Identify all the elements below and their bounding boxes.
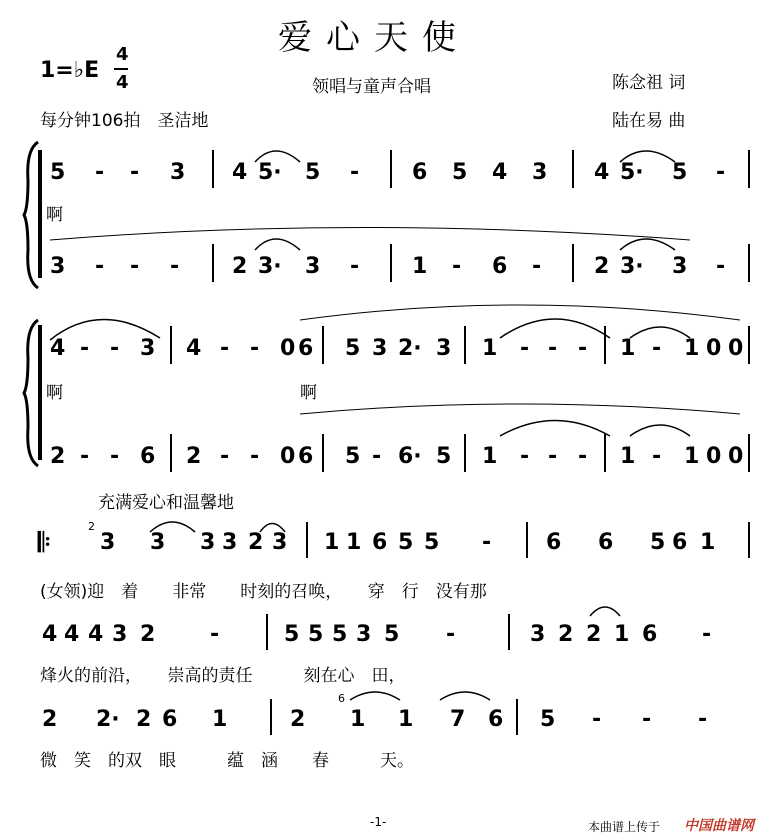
line5-lyric: 微 笑 的双 眼 蕴 涵 春 天。 bbox=[40, 751, 414, 771]
line5-note: 2 bbox=[290, 707, 306, 732]
system1-lower-note: - bbox=[452, 254, 462, 279]
system2-upper-note: - bbox=[80, 336, 90, 361]
system1-lower-note: 3· bbox=[258, 254, 282, 279]
system1-upper-note: 3 bbox=[532, 160, 548, 185]
line3-note: 6 bbox=[598, 530, 614, 555]
score-title: 爱心天使 bbox=[278, 18, 470, 58]
line5-note: 2 bbox=[42, 707, 58, 732]
line4-note: 2 bbox=[140, 622, 156, 647]
line5-note: 1 bbox=[398, 707, 414, 732]
system2-upper-note: - bbox=[110, 336, 120, 361]
line5-grace-note: 6 bbox=[338, 692, 345, 705]
system1-upper-note: 4 bbox=[594, 160, 610, 185]
system2-upper-note: - bbox=[548, 336, 558, 361]
time-signature-top: 4 bbox=[116, 44, 129, 65]
expression-marking: 充满爱心和温馨地 bbox=[98, 493, 234, 513]
system1-lower-note: - bbox=[532, 254, 542, 279]
line3-note: 3 bbox=[272, 530, 288, 555]
system2-lower-note: - bbox=[578, 444, 588, 469]
line4-note: 3 bbox=[356, 622, 372, 647]
system1-lower-note: - bbox=[130, 254, 140, 279]
system1-upper-note: 5 bbox=[305, 160, 321, 185]
system2-upper-note: 0 bbox=[280, 336, 296, 361]
system2-upper-note: - bbox=[578, 336, 588, 361]
system1-upper-note: 4 bbox=[232, 160, 248, 185]
system1-upper-note: - bbox=[716, 160, 726, 185]
system1-lower-note: 1 bbox=[412, 254, 428, 279]
system2-lower-note: - bbox=[548, 444, 558, 469]
system2-upper-note: 2· bbox=[398, 336, 422, 361]
system2-lower-note: - bbox=[110, 444, 120, 469]
line3-note: 6 bbox=[372, 530, 388, 555]
line3-note: 2 bbox=[248, 530, 264, 555]
system2-upper-note: 3 bbox=[372, 336, 388, 361]
line5-note: 7 bbox=[450, 707, 466, 732]
line5-note: - bbox=[592, 707, 602, 732]
site-logo: 中国曲谱网 bbox=[684, 818, 754, 834]
line3-note: 5 bbox=[398, 530, 414, 555]
line4-note: - bbox=[210, 622, 220, 647]
line3-note: 3 bbox=[200, 530, 216, 555]
composer-credit: 陆在易 曲 bbox=[612, 111, 686, 131]
line4-note: 4 bbox=[88, 622, 104, 647]
line5-note: 6 bbox=[162, 707, 178, 732]
line3-note: 1 bbox=[700, 530, 716, 555]
line4-note: 2 bbox=[586, 622, 602, 647]
system2-upper-note: - bbox=[520, 336, 530, 361]
system1-upper-note: 5· bbox=[258, 160, 282, 185]
system2-lower-note: 6 bbox=[298, 444, 314, 469]
system1-upper-note: 4 bbox=[492, 160, 508, 185]
system1-upper-note: - bbox=[350, 160, 360, 185]
system2-lower-note: 6 bbox=[140, 444, 156, 469]
system1-lower-note: 2 bbox=[232, 254, 248, 279]
system1-lower-note: 3 bbox=[50, 254, 66, 279]
line4-lyric: 烽火的前沿， 崇高的责任 刻在心 田， bbox=[40, 666, 406, 686]
system2-lower-note: - bbox=[80, 444, 90, 469]
system1-upper-note: 6 bbox=[412, 160, 428, 185]
system1-lower-note: 3· bbox=[620, 254, 644, 279]
system1-lower-note: - bbox=[95, 254, 105, 279]
line3-note: 3 bbox=[150, 530, 166, 555]
system1-lower-note: 2 bbox=[594, 254, 610, 279]
key-signature: 1=♭E bbox=[40, 58, 100, 83]
lyricist-credit: 陈念祖 词 bbox=[612, 73, 686, 93]
system1-upper-note: - bbox=[95, 160, 105, 185]
line4-note: 4 bbox=[64, 622, 80, 647]
system2-lower-note: 0 bbox=[728, 444, 744, 469]
system1-lower-note: - bbox=[716, 254, 726, 279]
line5-note: 1 bbox=[212, 707, 228, 732]
system2-lower-note: 2 bbox=[50, 444, 66, 469]
system2-upper-note: 1 bbox=[620, 336, 636, 361]
system2-lower-note: 1 bbox=[684, 444, 700, 469]
line4-note: 3 bbox=[112, 622, 128, 647]
line5-note: 2 bbox=[136, 707, 152, 732]
line5-note: - bbox=[642, 707, 652, 732]
line3-lyric: (女领)迎 着 非常 时刻的召唤， 穿 行 没有那 bbox=[40, 582, 487, 602]
system2-lower-note: - bbox=[220, 444, 230, 469]
system2-lower-note: 0 bbox=[706, 444, 722, 469]
line4-note: 3 bbox=[530, 622, 546, 647]
line3-grace-note: 2 bbox=[88, 520, 95, 533]
line4-note: 2 bbox=[558, 622, 574, 647]
system2-lower-note: 1 bbox=[482, 444, 498, 469]
system1-lower-note: 6 bbox=[492, 254, 508, 279]
line3-note: - bbox=[482, 530, 492, 555]
system2-lower-note: - bbox=[372, 444, 382, 469]
system2-upper-note: - bbox=[652, 336, 662, 361]
system2-lower-note: - bbox=[652, 444, 662, 469]
system2-upper-note: 4 bbox=[50, 336, 66, 361]
system2-lower-note: 5 bbox=[436, 444, 452, 469]
system2-lower-note: 1 bbox=[620, 444, 636, 469]
repeat-sign: 𝄆 bbox=[38, 528, 51, 558]
system2-upper-note: 1 bbox=[482, 336, 498, 361]
line4-note: 1 bbox=[614, 622, 630, 647]
tempo-marking: 每分钟106拍 圣洁地 bbox=[40, 111, 209, 131]
system2-upper-note: 6 bbox=[298, 336, 314, 361]
system1-upper-note: - bbox=[130, 160, 140, 185]
system2-lower-note: 0 bbox=[280, 444, 296, 469]
line3-note: 1 bbox=[346, 530, 362, 555]
line5-note: - bbox=[698, 707, 708, 732]
system1-upper-lyric: 啊 bbox=[46, 205, 63, 225]
system2-upper-note: 4 bbox=[186, 336, 202, 361]
system1-lower-note: 3 bbox=[672, 254, 688, 279]
line4-note: - bbox=[702, 622, 712, 647]
line3-note: 5 bbox=[650, 530, 666, 555]
line5-note: 2· bbox=[96, 707, 120, 732]
line4-note: 5 bbox=[308, 622, 324, 647]
system1-lower-note: - bbox=[170, 254, 180, 279]
system2-upper-note: 0 bbox=[728, 336, 744, 361]
system2-upper-note: 0 bbox=[706, 336, 722, 361]
system2-upper-note: - bbox=[250, 336, 260, 361]
line4-note: 5 bbox=[332, 622, 348, 647]
line4-note: 6 bbox=[642, 622, 658, 647]
time-signature-bottom: 4 bbox=[116, 72, 129, 93]
line5-note: 5 bbox=[540, 707, 556, 732]
line3-note: 3 bbox=[100, 530, 116, 555]
upload-note: 本曲谱上传于 bbox=[588, 820, 661, 834]
system2-upper-note: 3 bbox=[140, 336, 156, 361]
system2-upper-lyric-1: 啊 bbox=[46, 383, 63, 403]
system1-upper-note: 5· bbox=[620, 160, 644, 185]
line3-note: 5 bbox=[424, 530, 440, 555]
line4-note: 5 bbox=[284, 622, 300, 647]
system1-upper-note: 5 bbox=[672, 160, 688, 185]
system2-upper-lyric-2: 啊 bbox=[300, 383, 317, 403]
line3-note: 6 bbox=[672, 530, 688, 555]
line4-note: 4 bbox=[42, 622, 58, 647]
system2-upper-note: 1 bbox=[684, 336, 700, 361]
line5-note: 1 bbox=[350, 707, 366, 732]
line4-note: 5 bbox=[384, 622, 400, 647]
system2-lower-note: - bbox=[520, 444, 530, 469]
system2-lower-note: 5 bbox=[345, 444, 361, 469]
system1-upper-note: 3 bbox=[170, 160, 186, 185]
system2-lower-note: 6· bbox=[398, 444, 422, 469]
system2-upper-note: 3 bbox=[436, 336, 452, 361]
system1-upper-note: 5 bbox=[50, 160, 66, 185]
system2-upper-note: 5 bbox=[345, 336, 361, 361]
system1-upper-note: 5 bbox=[452, 160, 468, 185]
system2-upper-note: - bbox=[220, 336, 230, 361]
system2-lower-note: 2 bbox=[186, 444, 202, 469]
line3-note: 6 bbox=[546, 530, 562, 555]
page-number: -1- bbox=[370, 815, 387, 829]
line4-note: - bbox=[446, 622, 456, 647]
system2-lower-note: - bbox=[250, 444, 260, 469]
line5-note: 6 bbox=[488, 707, 504, 732]
system1-lower-note: 3 bbox=[305, 254, 321, 279]
line3-note: 3 bbox=[222, 530, 238, 555]
subtitle: 领唱与童声合唱 bbox=[312, 77, 431, 97]
system1-lower-note: - bbox=[350, 254, 360, 279]
line3-note: 1 bbox=[324, 530, 340, 555]
